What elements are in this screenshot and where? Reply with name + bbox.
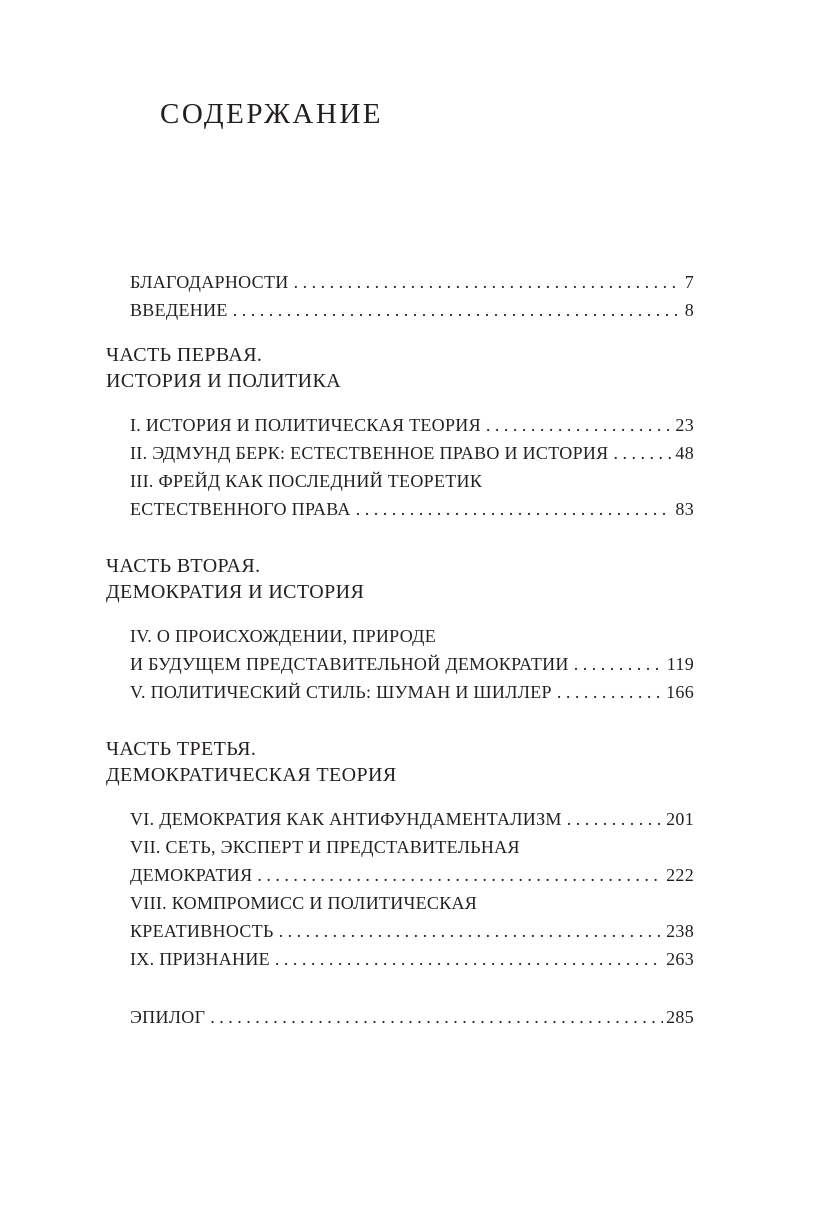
toc-entry-acknowledgements[interactable]: [130, 268, 694, 296]
entry-title: ВВЕДЕНИЕ: [130, 300, 228, 320]
page-number: 166: [666, 682, 694, 702]
entry-title: VI. ДЕМОКРАТИЯ КАК АНТИФУНДАМЕНТАЛИЗМ: [130, 809, 562, 829]
entry-title: ДЕМОКРАТИЯ: [130, 865, 253, 885]
table-of-contents: [106, 268, 694, 1031]
part-number: ЧАСТЬ ВТОРАЯ.: [106, 555, 261, 577]
dot-leader: [210, 1003, 663, 1031]
entry-title: V. ПОЛИТИЧЕСКИЙ СТИЛЬ: ШУМАН И ШИЛЛЕР: [130, 682, 552, 702]
dot-leader: [233, 296, 682, 324]
entry-title: IX. ПРИЗНАНИЕ: [130, 949, 270, 969]
part-number: ЧАСТЬ ПЕРВАЯ.: [106, 344, 263, 366]
part-title: ИСТОРИЯ И ПОЛИТИКА: [106, 370, 342, 392]
dot-leader: [486, 411, 673, 439]
entry-title: II. ЭДМУНД БЕРК: ЕСТЕСТВЕННОЕ ПРАВО И ИСТОРИЯ: [130, 443, 609, 463]
toc-entry-chapter-2[interactable]: [130, 439, 694, 467]
dot-leader: [557, 678, 663, 706]
page-number: 7: [684, 272, 694, 292]
entry-title: I. ИСТОРИЯ И ПОЛИТИЧЕСКАЯ ТЕОРИЯ: [130, 415, 481, 435]
entry-title: И БУДУЩЕМ ПРЕДСТАВИТЕЛЬНОЙ ДЕМОКРАТИИ: [130, 654, 569, 674]
page-number: 8: [684, 300, 694, 320]
part-title: ДЕМОКРАТИЯ И ИСТОРИЯ: [106, 581, 365, 603]
page-number: 222: [666, 865, 694, 885]
toc-entry-chapter-3[interactable]: [130, 467, 694, 523]
dot-leader: [275, 945, 663, 973]
dot-leader: [294, 268, 682, 296]
toc-entry-chapter-6[interactable]: [130, 805, 694, 833]
page-number: 83: [675, 499, 694, 519]
page-number: 119: [666, 654, 694, 674]
toc-entry-chapter-9[interactable]: [130, 945, 694, 973]
entry-title: КРЕАТИВНОСТЬ: [130, 921, 274, 941]
entry-title-line1: IV. О ПРОИСХОЖДЕНИИ, ПРИРОДЕ: [130, 626, 436, 646]
toc-entry-introduction[interactable]: [130, 296, 694, 324]
page-number: 201: [666, 809, 694, 829]
entry-title-line1: VIII. КОМПРОМИСС И ПОЛИТИЧЕСКАЯ: [130, 893, 478, 913]
page-number: 48: [675, 443, 694, 463]
part-title: ДЕМОКРАТИЧЕСКАЯ ТЕОРИЯ: [106, 764, 397, 786]
part-heading-1: [106, 342, 694, 394]
part-number: ЧАСТЬ ТРЕТЬЯ.: [106, 738, 257, 760]
toc-entry-epilogue[interactable]: [130, 1003, 694, 1031]
page-number: 23: [675, 415, 694, 435]
toc-entry-chapter-5[interactable]: [130, 678, 694, 706]
entry-title: БЛАГОДАРНОСТИ: [130, 272, 289, 292]
dot-leader: [614, 439, 673, 467]
toc-entry-chapter-4[interactable]: [130, 622, 694, 678]
page-title: СОДЕРЖАНИЕ: [160, 98, 383, 130]
part-heading-3: [106, 736, 694, 788]
toc-entry-chapter-7[interactable]: [130, 833, 694, 889]
part-heading-2: [106, 553, 694, 605]
page-number: 285: [666, 1007, 694, 1027]
page-number: 263: [666, 949, 694, 969]
entry-title-line1: III. ФРЕЙД КАК ПОСЛЕДНИЙ ТЕОРЕТИК: [130, 471, 483, 491]
entry-title-line1: VII. СЕТЬ, ЭКСПЕРТ И ПРЕДСТАВИТЕЛЬНАЯ: [130, 837, 520, 857]
toc-entry-chapter-1[interactable]: [130, 411, 694, 439]
toc-entry-chapter-8[interactable]: [130, 889, 694, 945]
page-number: 238: [666, 921, 694, 941]
dot-leader: [279, 917, 664, 945]
dot-leader: [567, 805, 663, 833]
dot-leader: [356, 495, 673, 523]
dot-leader: [257, 861, 663, 889]
entry-title: ЕСТЕСТВЕННОГО ПРАВА: [130, 499, 351, 519]
entry-title: ЭПИЛОГ: [130, 1007, 206, 1027]
dot-leader: [574, 650, 664, 678]
